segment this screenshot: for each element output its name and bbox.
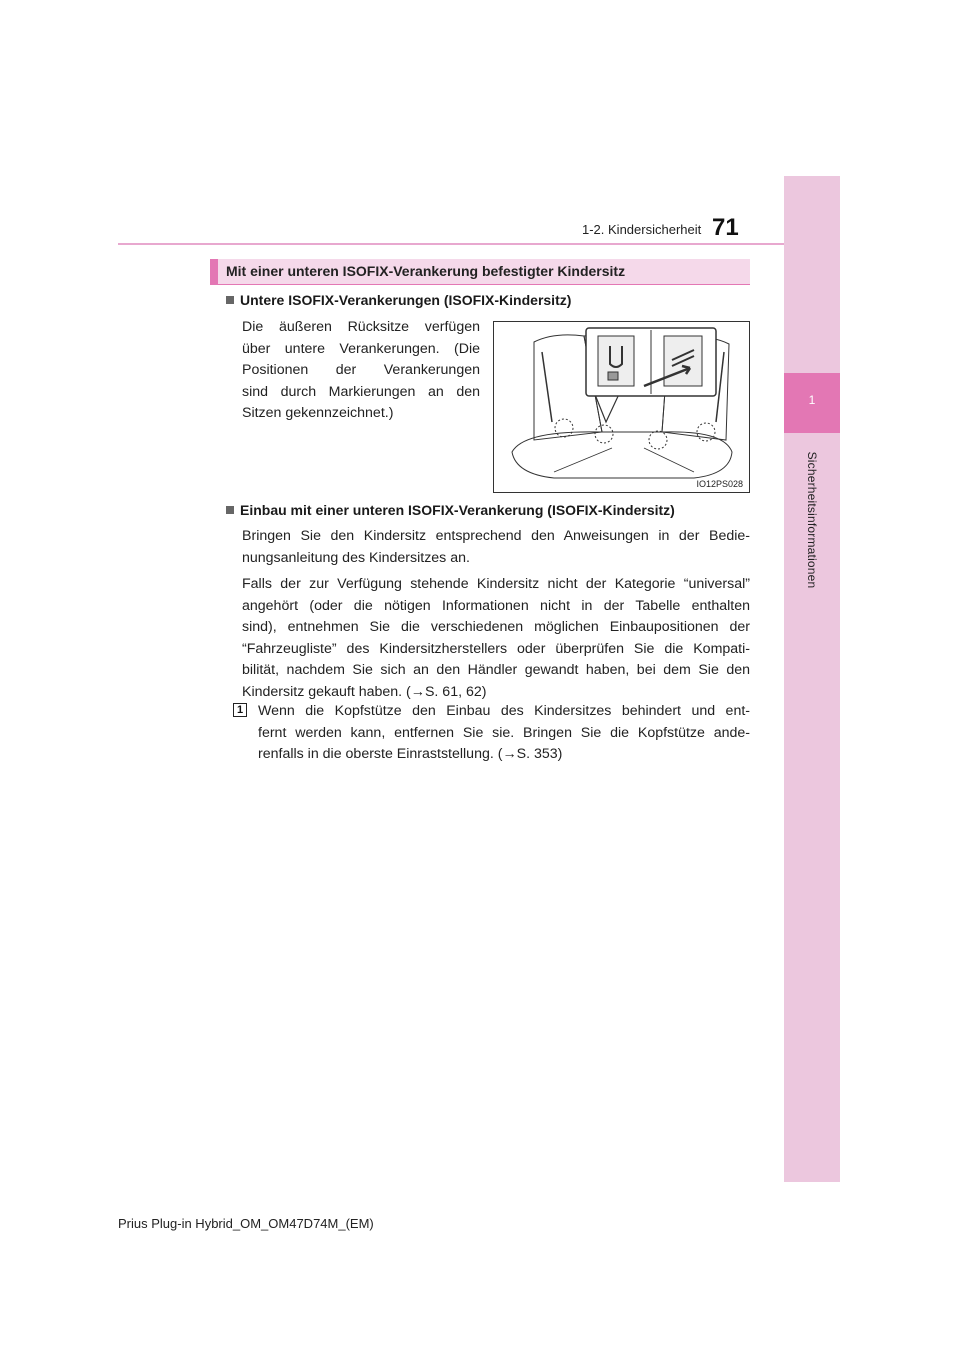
text-line: fernt werden kann, entfernen Sie sie. Bringen Sie die Kopfstütze ande-: [258, 724, 750, 741]
section-title: Mit einer unteren ISOFIX-Verankerung befestigter Kindersitz: [226, 263, 626, 279]
square-bullet-icon: [226, 296, 234, 304]
rear-seat-anchor-figure: [493, 321, 750, 493]
subheading-installation: [226, 502, 675, 518]
subheading-lower-anchors: [226, 292, 571, 308]
text-line: Falls der zur Verfügung stehende Kindersitz nicht der Kategorie “universal”: [242, 576, 750, 592]
header-rule: [118, 243, 840, 245]
text-line: nungsanleitung des Kindersitzes an.: [242, 549, 470, 566]
side-tab-number: 1: [808, 393, 816, 407]
subheading-text: Einbau mit einer unteren ISOFIX-Verankerung (ISOFIX-Kindersitz): [240, 502, 675, 518]
anchor-description: [242, 317, 480, 425]
compatibility-paragraph: [242, 574, 750, 703]
text-line: Die äußeren Rücksitze verfügen: [242, 319, 480, 335]
footer-document-id: Prius Plug-in Hybrid_OM_OM47D74M_(EM): [118, 1216, 374, 1231]
square-bullet-icon: [226, 506, 234, 514]
installation-paragraph: [242, 526, 750, 569]
text-line: bilität, nachdem Sie sich an den Händler gewandt haben, bei dem Sie den: [242, 662, 750, 678]
text-line: Wenn die Kopfstütze den Einbau des Kindersitzes behindert und ent-: [258, 703, 750, 719]
text-line: Sitzen gekennzeichnet.): [242, 405, 394, 421]
text-line: über untere Verankerungen. (Die: [242, 340, 480, 357]
text-line: sind durch Markierungen an den: [242, 383, 480, 400]
section-title-rule: [210, 284, 750, 285]
text-line: Bringen Sie den Kindersitz entsprechend den Anweisungen in der Bedie-: [242, 528, 750, 544]
step-number-box: 1: [233, 703, 247, 717]
text-line: Positionen der Verankerungen: [242, 362, 480, 378]
subheading-text: Untere ISOFIX-Verankerungen (ISOFIX-Kindersitz): [240, 292, 572, 308]
text-line: renfalls in die oberste Einraststellung. (→S. 353): [258, 746, 563, 762]
page-number: 71: [712, 214, 739, 241]
text-line: angehört (oder die nötigen Informationen nicht in der Tabelle enthalten: [242, 597, 750, 614]
text-line: Kindersitz gekauft haben. (→S. 61, 62): [242, 683, 487, 700]
side-tab-label: Sicherheitsinformationen: [805, 451, 819, 589]
rear-seat-illustration: [494, 322, 749, 492]
figure-code: IO12PS028: [696, 479, 743, 489]
side-tab-strip: [784, 176, 840, 1182]
text-line: “Fahrzeugliste” des Kindersitzherstellers oder überprüfen Sie die Kompati-: [242, 640, 750, 657]
headrest-step: [258, 701, 750, 766]
chapter-label: 1-2. Kindersicherheit: [582, 222, 702, 237]
text-line: sind), entnehmen Sie die verschiedenen möglichen Einbaupositionen der: [242, 619, 750, 635]
